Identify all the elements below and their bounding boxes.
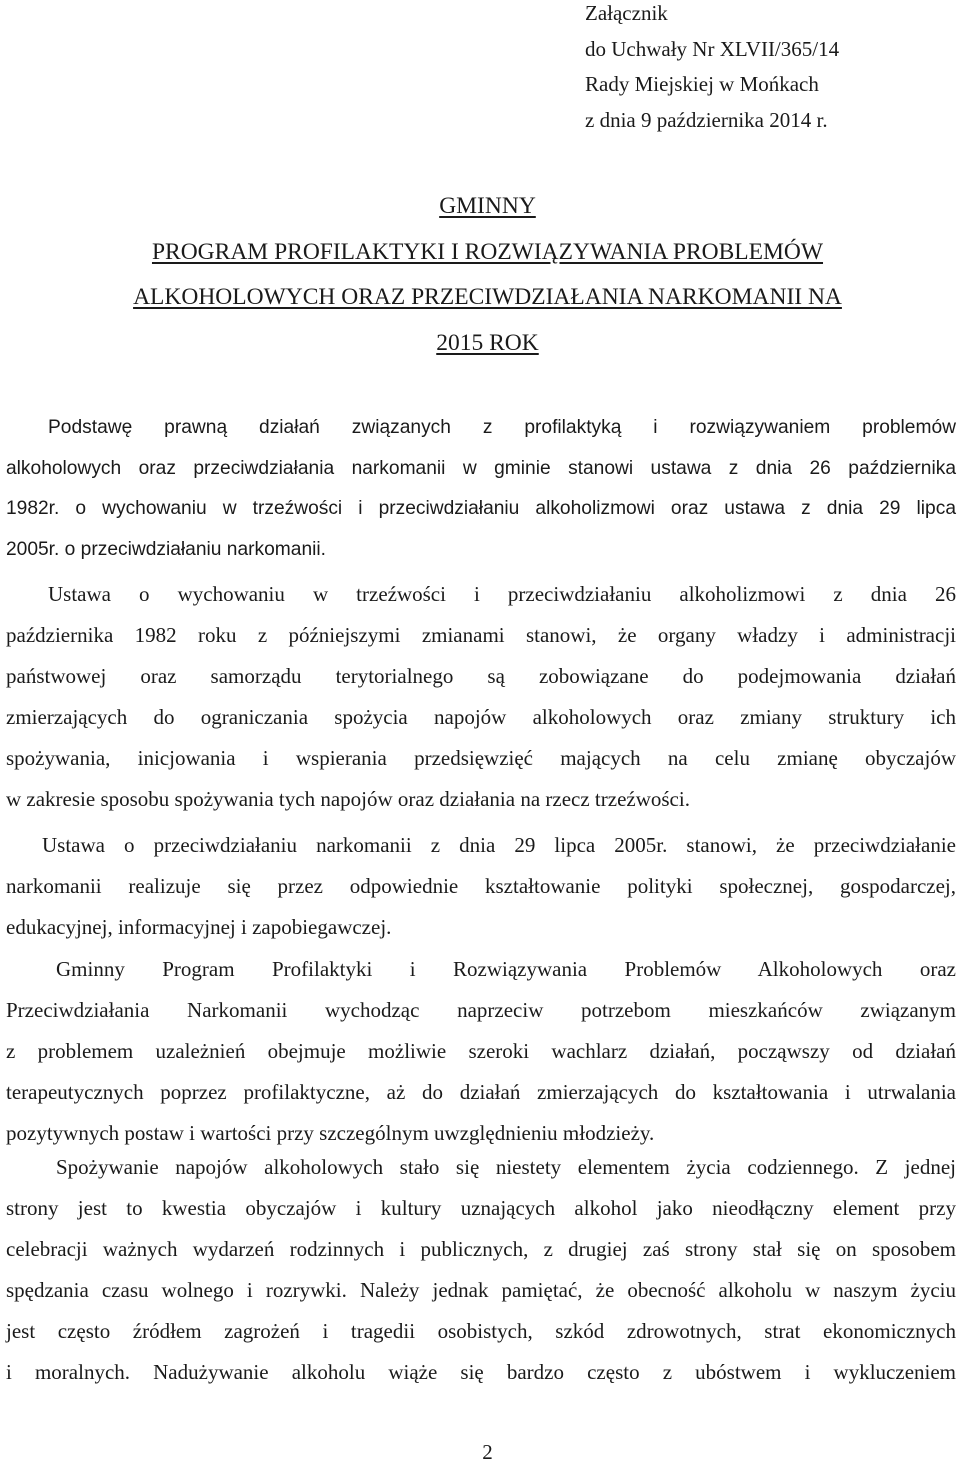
text-line: Ustawa o wychowaniu w trzeźwości i przeciwdziałaniu alkoholizmowi z dnia 26 — [48, 582, 956, 606]
text-line: strony jest to kwestia obyczajów i kultury uznających alkohol jako nieodłączny element przy — [6, 1196, 956, 1221]
text-line: w zakresie sposobu spożywania tych napojów oraz działania na rzecz trzeźwości. — [6, 787, 690, 812]
resolution-date: z dnia 9 października 2014 r. — [585, 107, 828, 132]
text-line: Spożywanie napojów alkoholowych stało się niestety elementem życia codziennego. Z jednej — [56, 1155, 956, 1179]
legal-basis-paragraph — [6, 408, 956, 571]
text-line: Gminny Program Profilaktyki i Rozwiązywania Problemów Alkoholowych oraz — [56, 957, 956, 981]
title-line-2: PROGRAM PROFILAKTYKI I ROZWIĄZYWANIA PROBLEMÓW — [151, 238, 824, 265]
text-line: spożywania, inicjowania i wspierania przedsięwzięć mających na celu zmianę obyczajów — [6, 746, 956, 771]
text-line: jest często źródłem zagrożeń i tragedii osobistych, szkód zdrowotnych, strat ekonomicznych — [6, 1319, 956, 1344]
text-line: 2005r. o przeciwdziałaniu narkomanii. — [6, 539, 326, 561]
text-line: Przeciwdziałania Narkomanii wychodząc naprzeciw potrzebom mieszkańców związanym — [6, 998, 956, 1023]
text-line: spędzania czasu wolnego i rozrywki. Należy jednak pamiętać, że obecność alkoholu w naszym życiu — [6, 1278, 956, 1303]
text-line: zmierzających do ograniczania spożycia napojów alkoholowych oraz zmiany struktury ich — [6, 705, 956, 730]
text-line: celebracji ważnych wydarzeń rodzinnych i publicznych, z drugiej zaś strony stał się on sposobem — [6, 1237, 956, 1262]
text-line: Ustawa o przeciwdziałaniu narkomanii z dnia 29 lipca 2005r. stanowi, że przeciwdziałanie — [42, 833, 956, 857]
document-title — [0, 184, 960, 366]
title-line-4: 2015 ROK — [436, 329, 539, 356]
text-line: 1982r. o wychowaniu w trzeźwości i przeciwdziałaniu alkoholizmowi oraz ustawa z dnia 29 lipca — [6, 498, 956, 520]
council-name: Rady Miejskiej w Mońkach — [585, 72, 819, 96]
text-line: alkoholowych oraz przeciwdziałania narkomanii w gminie stanowi ustawa z dnia 26 października — [6, 457, 956, 479]
text-line: i moralnych. Nadużywanie alkoholu wiąże się bardzo często z ubóstwem i wykluczeniem — [6, 1360, 956, 1385]
annex-label: Załącznik — [585, 1, 668, 25]
text-line: pozytywnych postaw i wartości przy szczególnym uwzględnieniu młodzieży. — [6, 1121, 655, 1146]
resolution-number: do Uchwały Nr XLVII/365/14 — [585, 36, 840, 61]
text-line: października 1982 roku z późniejszymi zmianami stanowi, że organy władzy i administracji — [6, 623, 956, 648]
title-line-1: GMINNY — [439, 193, 536, 219]
paragraph-alcohol-consumption — [6, 1147, 956, 1394]
text-line: z problemem uzależnień obejmuje możliwie szeroki wachlarz działań, począwszy od działań — [6, 1039, 956, 1064]
text-line: terapeutycznych poprzez profilaktyczne, aż do działań zmierzających do kształtowania i utrwalania — [6, 1080, 956, 1105]
paragraph-program-scope — [6, 949, 956, 1154]
title-line-3: ALKOHOLOWYCH ORAZ PRZECIWDZIAŁANIA NARKOMANII NA — [133, 284, 842, 310]
paragraph-drug-act — [6, 825, 956, 948]
text-line: Podstawę prawną działań związanych z profilaktyką i rozwiązywaniem problemów — [48, 417, 956, 438]
annex-header — [585, 0, 839, 138]
page-number: 2 — [482, 1440, 493, 1464]
text-line: narkomanii realizuje się przez odpowiednie kształtowanie polityki społecznej, gospodarczej, — [6, 874, 956, 899]
text-line: państwowej oraz samorządu terytorialnego są zobowiązane do podejmowania działań — [6, 664, 956, 689]
paragraph-sobriety-act — [6, 574, 956, 821]
text-line: edukacyjnej, informacyjnej i zapobiegawczej. — [6, 915, 392, 940]
